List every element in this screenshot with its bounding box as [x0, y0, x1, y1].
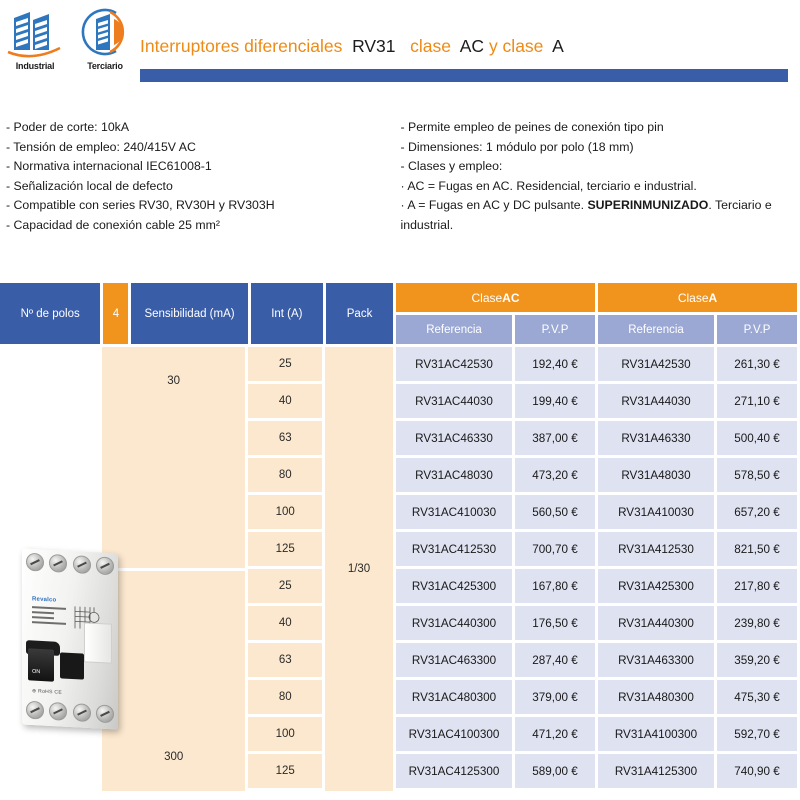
test-button: [28, 648, 54, 681]
reference-a: RV31A46330: [598, 421, 714, 455]
table-row: [396, 606, 800, 640]
product-photo-cell: [0, 347, 102, 791]
clase-ac-pre: Clase: [471, 290, 503, 305]
reference-ac: RV31AC48030: [396, 458, 512, 492]
screw-icon: [26, 553, 44, 572]
spec-item: - Poder de corte: 10kA: [6, 120, 130, 134]
header-intensidad: Int (A): [251, 283, 323, 344]
intensity-cell: 40: [248, 384, 322, 418]
price-ac: 199,40 €: [515, 384, 595, 418]
title-part-5: y clase: [488, 36, 544, 56]
sensitivity-cell-300: 300: [102, 571, 245, 792]
intensity-cell: 25: [248, 569, 322, 603]
logo-group: [6, 6, 134, 71]
reference-a: RV31A4100300: [598, 717, 714, 751]
brand-label: Revalco: [32, 596, 57, 604]
reference-ac: RV31AC4100300: [396, 717, 512, 751]
spec-text-post: . Terciario e industrial.: [400, 198, 772, 232]
intensity-cell: 63: [248, 643, 322, 677]
reference-ac: RV31AC44030: [396, 384, 512, 418]
price-ac: 387,00 €: [515, 421, 595, 455]
spec-item: - Dimensiones: 1 módulo por polo (18 mm): [400, 139, 634, 154]
reference-ac: RV31AC4125300: [396, 754, 512, 788]
price-a: 578,50 €: [717, 458, 797, 492]
price-a: 821,50 €: [717, 532, 797, 566]
spec-item: - Permite empleo de peines de conexión tipo pin: [400, 120, 664, 134]
reference-a: RV31A410030: [598, 495, 714, 529]
price-ac: 379,00 €: [515, 680, 595, 714]
spec-column-right: [401, 118, 800, 236]
reference-ac: RV31AC463300: [396, 643, 512, 677]
title-part-3: clase: [410, 36, 451, 56]
spec-item: - Señalización local de defecto: [6, 178, 173, 193]
terminal-row-bottom: [26, 701, 114, 728]
title-part-2: RV31: [352, 36, 396, 56]
title-part-6: A: [552, 36, 564, 56]
page-title: [140, 38, 792, 56]
logo-industrial: [6, 6, 64, 71]
table-row: [396, 717, 800, 751]
intensity-cell: 25: [248, 347, 322, 381]
subheader-pvp-a: P.V.P: [717, 315, 797, 344]
spec-item: - Capacidad de conexión cable 25 mm²: [6, 217, 220, 232]
price-ac: 700,70 €: [515, 532, 595, 566]
price-a: 239,80 €: [717, 606, 797, 640]
intensity-cell: 80: [248, 458, 322, 492]
intensity-cell: 40: [248, 606, 322, 640]
reference-a: RV31A463300: [598, 643, 714, 677]
spec-text-pre: · A = Fugas en AC y DC pulsante.: [400, 198, 588, 213]
price-ac: 473,20 €: [515, 458, 595, 492]
references-prices-grid: [396, 347, 800, 791]
price-a: 271,10 €: [717, 384, 797, 418]
label-print-lines: [32, 606, 66, 628]
screw-icon: [49, 554, 67, 573]
reference-a: RV31A440300: [598, 606, 714, 640]
title-underline-bar: [140, 69, 788, 82]
table-row: [396, 384, 800, 418]
reference-a: RV31A44030: [598, 384, 714, 418]
reference-a: RV31A48030: [598, 458, 714, 492]
reference-ac: RV31AC425300: [396, 569, 512, 603]
clase-a-pre: Clase: [677, 290, 709, 305]
building-terciario-icon: [76, 6, 134, 60]
price-a: 217,80 €: [717, 569, 797, 603]
pack-column: 1/30: [325, 347, 393, 791]
table-row: [396, 680, 800, 714]
certification-marks: ⊕ RoHS CE: [32, 688, 62, 696]
on-label: ON: [32, 668, 41, 676]
reference-ac: RV31AC440300: [396, 606, 512, 640]
intensity-cell: 100: [248, 495, 322, 529]
reference-ac: RV31AC42530: [396, 347, 512, 381]
price-ac: 167,80 €: [515, 569, 595, 603]
clase-a-bold: A: [708, 290, 718, 305]
spec-item: - Clases y empleo:: [400, 159, 503, 174]
sensitivity-cell-30: 30: [102, 347, 245, 568]
subheader-referencia-a: Referencia: [598, 315, 714, 344]
header-clase-ac: [396, 283, 595, 312]
reference-a: RV31A4125300: [598, 754, 714, 788]
screw-icon: [26, 701, 44, 720]
price-ac: 589,00 €: [515, 754, 595, 788]
reference-ac: RV31AC46330: [396, 421, 512, 455]
table-row: [396, 347, 800, 381]
header-pack: Pack: [326, 283, 393, 344]
intensity-cell: 125: [248, 754, 322, 788]
header-sensibilidad: Sensibilidad (mA): [131, 283, 247, 344]
terminal-row-top: [26, 553, 114, 580]
title-part-4: AC: [459, 36, 485, 56]
product-image-rv31: [12, 537, 130, 742]
reference-a: RV31A412530: [598, 532, 714, 566]
price-ac: 192,40 €: [515, 347, 595, 381]
spec-item: - Normativa internacional IEC61008-1: [6, 159, 212, 174]
table-row: [396, 495, 800, 529]
screw-icon: [96, 704, 114, 723]
reference-a: RV31A425300: [598, 569, 714, 603]
subheader-referencia-ac: Referencia: [396, 315, 512, 344]
subheader-pvp-ac: P.V.P: [515, 315, 595, 344]
specifications: [0, 118, 800, 236]
reference-ac: RV31AC480300: [396, 680, 512, 714]
reference-ac: RV31AC410030: [396, 495, 512, 529]
price-ac: 287,40 €: [515, 643, 595, 677]
buildings-industrial-icon: [6, 6, 64, 60]
price-a: 592,70 €: [717, 717, 797, 751]
intensity-column: [248, 347, 322, 791]
table-body: [0, 347, 800, 791]
reference-a: RV31A42530: [598, 347, 714, 381]
intensity-cell: 63: [248, 421, 322, 455]
price-a: 500,40 €: [717, 421, 797, 455]
spec-item-class-a: [401, 196, 800, 235]
screw-icon: [73, 703, 91, 722]
spec-text-bold: SUPERINMUNIZADO: [587, 198, 709, 213]
price-a: 657,20 €: [717, 495, 797, 529]
screw-icon: [96, 556, 114, 575]
spec-item: - Compatible con series RV30, RV30H y RV303H: [6, 198, 275, 213]
logo-caption-terciario: Terciario: [87, 61, 123, 71]
reference-ac: RV31AC412530: [396, 532, 512, 566]
spec-item: · AC = Fugas en AC. Residencial, terciario e industrial.: [400, 178, 697, 193]
reset-button: [60, 652, 84, 679]
price-ac: 471,20 €: [515, 717, 595, 751]
header-numero-polos: Nº de polos: [0, 283, 100, 344]
class-group-ac: [396, 283, 598, 344]
spec-column-left: [0, 118, 401, 236]
header-clase-a: [598, 283, 797, 312]
table-row: [396, 643, 800, 677]
table-row: [396, 458, 800, 492]
clase-ac-bold: AC: [502, 290, 520, 305]
intensity-cell: 125: [248, 532, 322, 566]
header-polos-value: 4: [103, 283, 128, 344]
table-row: [396, 421, 800, 455]
logo-terciario: [76, 6, 134, 71]
intensity-cell: 80: [248, 680, 322, 714]
table-header-row: [0, 283, 800, 344]
price-ac: 176,50 €: [515, 606, 595, 640]
class-group-a: [598, 283, 800, 344]
page-header: [0, 0, 800, 96]
table-row: [396, 532, 800, 566]
screw-icon: [49, 702, 67, 721]
title-part-1: Interruptores diferenciales: [140, 36, 343, 56]
price-a: 475,30 €: [717, 680, 797, 714]
price-table: [0, 283, 800, 791]
table-row: [396, 569, 800, 603]
table-row: [396, 754, 800, 788]
price-ac: 560,50 €: [515, 495, 595, 529]
spec-item: - Tensión de empleo: 240/415V AC: [6, 139, 196, 154]
screw-icon: [73, 555, 91, 574]
price-a: 261,30 €: [717, 347, 797, 381]
logo-caption-industrial: Industrial: [15, 61, 55, 71]
price-a: 740,90 €: [717, 754, 797, 788]
price-a: 359,20 €: [717, 643, 797, 677]
reference-a: RV31A480300: [598, 680, 714, 714]
intensity-cell: 100: [248, 717, 322, 751]
